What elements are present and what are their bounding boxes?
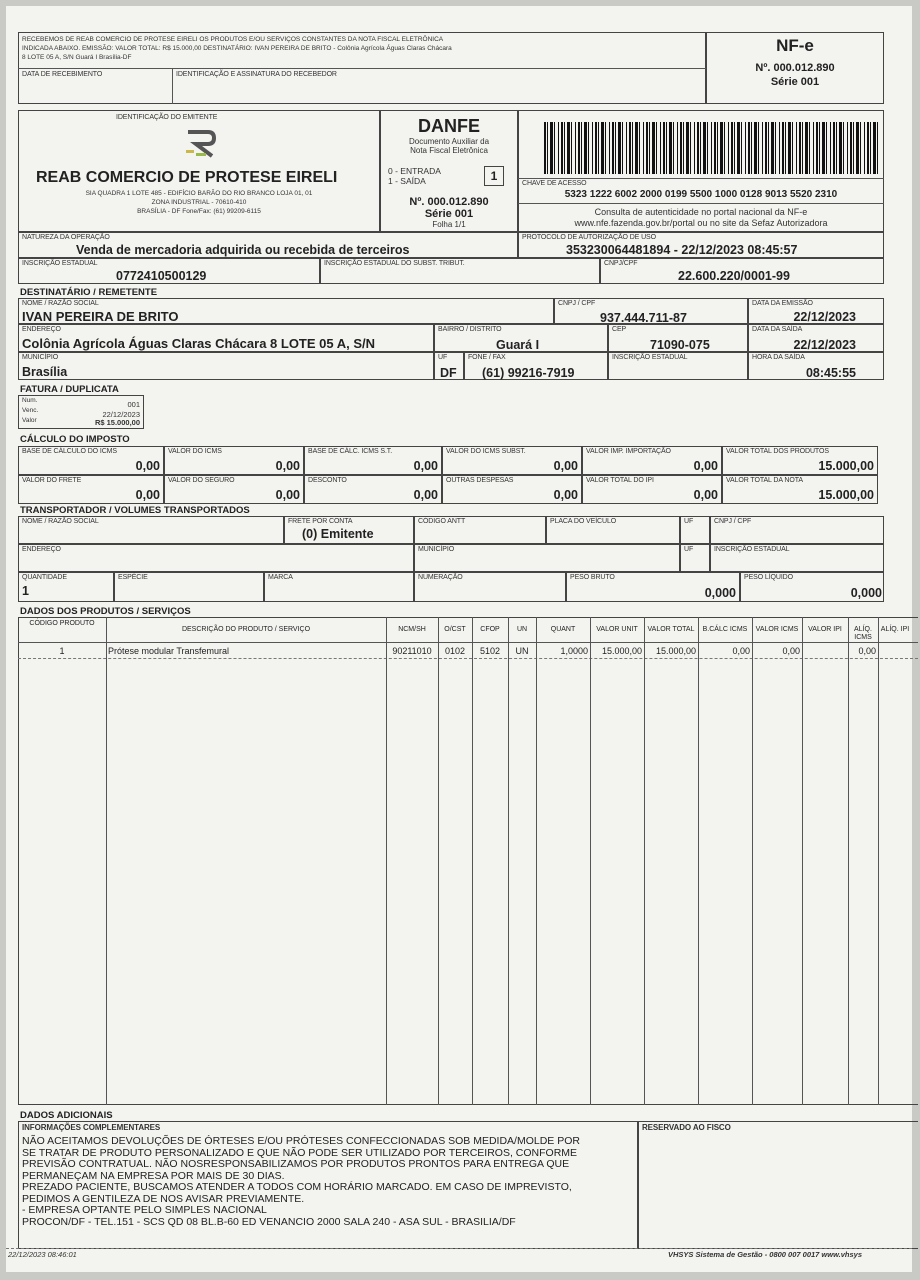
recipient-name: IVAN PEREIRA DE BRITO — [22, 309, 179, 324]
emitter-address-2: ZONA INDUSTRIAL - 70610-410 — [151, 199, 247, 206]
products-table — [18, 617, 918, 1105]
col-ncm-header: NCM/SH — [398, 626, 426, 633]
tax-cell-value: 0,00 — [275, 459, 300, 473]
tax-cell-value: 15.000,00 — [818, 459, 874, 473]
recipient-cep: 71090-075 — [650, 338, 710, 352]
net-weight-label: PESO LÍQUIDO — [744, 574, 793, 581]
receipt-date-label: DATA DE RECEBIMENTO — [22, 71, 103, 78]
tax-cell-value: 0,00 — [693, 488, 718, 502]
emission-date-label: DATA DA EMISSÃO — [752, 300, 813, 307]
tax-cell-value: 0,00 — [275, 488, 300, 502]
info-line: PREZADO PACIENTE, BUSCAMOS ATENDER A TODOS COM HORÁRIO MARCADO. EM CASO DE IMPREVISTO, — [22, 1181, 572, 1193]
invoice-num-label: Num. — [22, 397, 38, 404]
recipient-uf: DF — [440, 366, 457, 380]
info-line: PERMANEÇAM NA EMPRESA POR MAIS DE 30 DIAS. — [22, 1169, 285, 1182]
info-line: SE TRATAR DE PRODUTO PERSONALIZADO E QUE NÃO PODE SER UTILIZADO POR TERCEIROS, CONFORME — [22, 1146, 578, 1159]
tax-section-title: CÁLCULO DO IMPOSTO — [20, 434, 130, 445]
tax-cell-label: BASE DE CÁLC. ICMS S.T. — [308, 448, 393, 455]
qty-label: QUANTIDADE — [22, 574, 67, 581]
protocol-label: PROTOCOLO DE AUTORIZAÇÃO DE USO — [522, 234, 656, 241]
recipient-address: Colônia Agrícola Águas Claras Chácara 8 LOTE 05 A, S/N — [22, 336, 376, 351]
col-cfop-header: CFOP — [480, 626, 500, 633]
operation-nature: Venda de mercadoria adquirida ou recebida de terceiros — [76, 243, 410, 257]
recipient-cpf: 937.444.711-87 — [600, 311, 687, 325]
col-bc-icms-header: B.CÁLC ICMS — [702, 626, 748, 633]
gross-weight: 0,000 — [704, 586, 736, 600]
col-code-header: CÓDIGO PRODUTO — [29, 620, 95, 627]
exit-time-label: HORA DA SAÍDA — [752, 354, 805, 361]
emitter-address-1: SIA QUADRA 1 LOTE 485 - EDIFÍCIO BARÃO DO RIO BRANCO LOJA 01, 01 — [85, 190, 313, 197]
col-qty-cell: 1,0000 — [560, 646, 588, 656]
danfe-exit: 1 - SAÍDA — [388, 176, 426, 186]
ie-value: 0772410500129 — [116, 269, 207, 283]
info-line: PREVISÃO CONTRATUAL. NÃO NOSRESPONSABILIZAMOS POR PRODUTOS PRONTOS PARA ENTREGA QUE — [22, 1158, 570, 1170]
company-logo — [182, 126, 218, 160]
recipient-city-box — [18, 352, 434, 380]
danfe-subtitle-1: Documento Auxiliar da — [408, 137, 490, 146]
tax-cell-value: 0,00 — [413, 488, 438, 502]
transport-address-box — [18, 544, 414, 572]
tax-cell-label: OUTRAS DESPESAS — [446, 477, 514, 484]
tax-cell-label: DESCONTO — [308, 477, 347, 484]
carrier-name-label: NOME / RAZÃO SOCIAL — [22, 518, 99, 525]
tax-cell-value: 0,00 — [135, 488, 160, 502]
antt-label: CÓDIGO ANTT — [418, 518, 466, 525]
receipt-nfe-title: NF-e — [776, 36, 814, 55]
consult-line-2: www.nfe.fazenda.gov.br/portal ou no site da Sefaz Autorizadora — [574, 218, 828, 228]
transport-cnpj-label: CNPJ / CPF — [714, 518, 752, 525]
emission-date: 22/12/2023 — [793, 310, 856, 324]
info-line: PROCON/DF - TEL.151 - SCS QD 08 BL.B-60 ED VENANCIO 2000 SALA 240 - ASA SUL - BRASILIA/DF — [22, 1215, 516, 1228]
transport-uf2-label: UF — [684, 546, 694, 553]
access-key: 5323 1222 6002 2000 0199 5500 1000 0128 9013 5520 2310 — [564, 189, 838, 200]
col-aliq-icms-cell: 0,00 — [858, 646, 876, 656]
invoice-value: R$ 15.000,00 — [94, 418, 140, 427]
emitter-name: REAB COMERCIO DE PROTESE EIRELI — [36, 169, 338, 186]
recipient-cep-label: CEP — [612, 326, 627, 333]
danfe-subtitle-2: Nota Fiscal Eletrônica — [410, 146, 488, 155]
reserved-box — [638, 1121, 918, 1249]
col-ncm-cell: 90211010 — [392, 646, 432, 656]
col-bc-icms-cell: 0,00 — [732, 646, 750, 656]
col-total-value-cell: 15.000,00 — [655, 646, 696, 656]
products-section-title: DADOS DOS PRODUTOS / SERVIÇOS — [20, 606, 191, 617]
tax-cell-label: VALOR DO ICMS — [168, 448, 222, 455]
cnpj-value: 22.600.220/0001-99 — [678, 269, 790, 283]
invoice-due: 22/12/2023 — [102, 410, 140, 419]
reserved-label: RESERVADO AO FISCO — [642, 1123, 731, 1132]
transport-address-label: ENDEREÇO — [22, 546, 61, 553]
tax-cell-value: 15.000,00 — [818, 488, 874, 502]
info-line: PEDIMOS A GENTILEZA DE NOS AVISAR PREVIAMENTE. — [22, 1192, 305, 1205]
barcode — [544, 122, 878, 174]
transport-uf-label: UF — [684, 518, 694, 525]
cnpj-label: CNPJ/CPF — [604, 260, 638, 267]
col-description-header: DESCRIÇÃO DO PRODUTO / SERVIÇO — [181, 626, 311, 633]
receipt-signature-label: IDENTIFICAÇÃO E ASSINATURA DO RECEBEDOR — [176, 71, 337, 78]
danfe-entry: 0 - ENTRADA — [388, 166, 441, 176]
exit-time: 08:45:55 — [805, 366, 856, 380]
recipient-district-label: BAIRRO / DISTRITO — [438, 326, 502, 333]
recipient-city-label: MUNICÍPIO — [22, 354, 59, 361]
invoice-num: 001 — [127, 400, 140, 409]
transport-ie-label: INSCRIÇÃO ESTADUAL — [714, 546, 790, 553]
tax-cell-value: 0,00 — [135, 459, 160, 473]
freight-label: FRETE POR CONTA — [288, 518, 353, 525]
recipient-ie-label: INSCRIÇÃO ESTADUAL — [612, 354, 688, 361]
recipient-cpf-label: CNPJ / CPF — [558, 300, 596, 307]
tax-cell-value: 0,00 — [693, 459, 718, 473]
danfe-type-value: 1 — [484, 166, 504, 186]
numbering-label: NUMERAÇÃO — [418, 574, 463, 581]
recipient-phone-label: FONE / FAX — [468, 354, 506, 361]
col-cst-cell: 0102 — [444, 646, 466, 656]
receipt-text-1: RECEBEMOS DE REAB COMERCIO DE PROTESE EIRELI OS PRODUTOS E/OU SERVIÇOS CONSTANTES DA NOTA FISCAL ELETRÔNICA — [22, 36, 444, 43]
danfe-title: DANFE — [418, 116, 480, 136]
gross-weight-label: PESO BRUTO — [570, 574, 615, 581]
tax-cell-value: 0,00 — [413, 459, 438, 473]
danfe-series: Série 001 — [424, 208, 474, 220]
info-line: NÃO ACEITAMOS DEVOLUÇÕES DE ÓRTESES E/OU PRÓTESES CONFECCIONADAS SOB MEDIDA/MOLDE POR — [22, 1135, 580, 1147]
qty-value: 1 — [22, 584, 29, 598]
tax-cell-label: VALOR DO FRETE — [22, 477, 82, 484]
ie-label: INSCRIÇÃO ESTADUAL — [22, 260, 98, 267]
transport-section-title: TRANSPORTADOR / VOLUMES TRANSPORTADOS — [20, 505, 250, 516]
danfe-page: Folha 1/1 — [432, 220, 466, 229]
plate-label: PLACA DO VEÍCULO — [550, 518, 617, 525]
tax-cell-value: 0,00 — [553, 459, 578, 473]
recipient-city: Brasília — [22, 365, 68, 379]
info-label: INFORMAÇÕES COMPLEMENTARES — [22, 1123, 161, 1132]
col-total-value-header: VALOR TOTAL — [647, 626, 695, 633]
col-ipi-header: VALOR IPI — [808, 626, 842, 633]
col-unit-cell: UN — [515, 646, 529, 656]
tax-cell-label: VALOR TOTAL DA NOTA — [726, 477, 803, 484]
recipient-name-label: NOME / RAZÃO SOCIAL — [22, 300, 99, 307]
footer-timestamp: 22/12/2023 08:46:01 — [8, 1250, 77, 1259]
danfe-number: Nº. 000.012.890 — [409, 196, 489, 208]
emitter-label: IDENTIFICAÇÃO DO EMITENTE — [116, 114, 218, 121]
footer-system: VHSYS Sistema de Gestão - 0800 007 0017 www.vhsys — [668, 1250, 862, 1259]
col-code-cell: 1 — [59, 646, 65, 656]
col-aliq-icms-header: ALÍQ. ICMS — [854, 626, 872, 641]
col-cfop-cell: 5102 — [479, 646, 501, 656]
col-cst-header: O/CST — [444, 626, 466, 633]
col-icms-cell: 0,00 — [782, 646, 800, 656]
ie-st-label: INSCRIÇÃO ESTADUAL DO SUBST. TRIBUT. — [324, 260, 465, 267]
exit-date-label: DATA DA SAÍDA — [752, 326, 803, 333]
emitter-address-3: BRASÍLIA - DF Fone/Fax: (61) 99209-6115 — [137, 208, 261, 215]
invoice-value-label: Valor — [22, 417, 37, 424]
col-aliq-ipi-header: ALÍQ. IPI — [880, 626, 910, 633]
col-description-cell: Prótese modular Transfemural — [108, 646, 230, 656]
protocol-value: 353230064481894 - 22/12/2023 08:45:57 — [566, 243, 798, 257]
tax-cell-label: VALOR DO ICMS SUBST. — [446, 448, 526, 455]
transport-city-label: MUNICÍPIO — [418, 546, 455, 553]
receipt-text-2: INDICADA ABAIXO. EMISSÃO: VALOR TOTAL: R$ 15.000,00 DESTINATÁRIO: IVAN PEREIRA DE BRITO - Colônia Agrícola Águas Claras Chácara — [22, 45, 452, 52]
consult-line-1: Consulta de autenticidade no portal nacional da NF-e — [594, 207, 808, 217]
col-unit-value-header: VALOR UNIT — [596, 626, 638, 633]
invoice-section-title: FATURA / DUPLICATA — [20, 384, 119, 395]
tax-cell-value: 0,00 — [553, 488, 578, 502]
freight-value: (0) Emitente — [302, 527, 374, 541]
additional-section-title: DADOS ADICIONAIS — [20, 1110, 113, 1121]
tax-cell-label: VALOR DO SEGURO — [168, 477, 235, 484]
col-unit-header: UN — [516, 626, 528, 633]
danfe-document — [6, 6, 912, 1272]
receipt-number: Nº. 000.012.890 — [755, 62, 835, 74]
species-label: ESPÉCIE — [118, 574, 148, 581]
tax-cell-label: VALOR IMP. IMPORTAÇÃO — [586, 448, 671, 455]
recipient-address-label: ENDEREÇO — [22, 326, 61, 333]
tax-cell-label: VALOR TOTAL DOS PRODUTOS — [726, 448, 829, 455]
receipt-series: Série 001 — [770, 76, 820, 88]
recipient-uf-label: UF — [438, 354, 448, 361]
recipient-district: Guará I — [496, 338, 540, 352]
recipient-section-title: DESTINATÁRIO / REMETENTE — [20, 287, 158, 298]
recipient-phone: (61) 99216-7919 — [482, 366, 575, 380]
exit-date: 22/12/2023 — [793, 338, 856, 352]
info-line: - EMPRESA OPTANTE PELO SIMPLES NACIONAL — [22, 1204, 267, 1216]
invoice-due-label: Venc. — [22, 407, 39, 414]
access-key-label: CHAVE DE ACESSO — [522, 180, 587, 187]
col-qty-header: QUANT — [550, 626, 576, 633]
receipt-text-3: 8 LOTE 05 A, S/N Guará I Brasília-DF — [22, 54, 132, 61]
col-unit-value-cell: 15.000,00 — [601, 646, 642, 656]
col-icms-header: VALOR ICMS — [755, 626, 799, 633]
net-weight: 0,000 — [850, 586, 882, 600]
nature-label: NATUREZA DA OPERAÇÃO — [22, 234, 110, 241]
brand-label: MARCA — [268, 574, 293, 581]
tax-cell-label: BASE DE CÁLCULO DO ICMS — [22, 448, 117, 455]
tax-cell-label: VALOR TOTAL DO IPI — [586, 477, 654, 484]
